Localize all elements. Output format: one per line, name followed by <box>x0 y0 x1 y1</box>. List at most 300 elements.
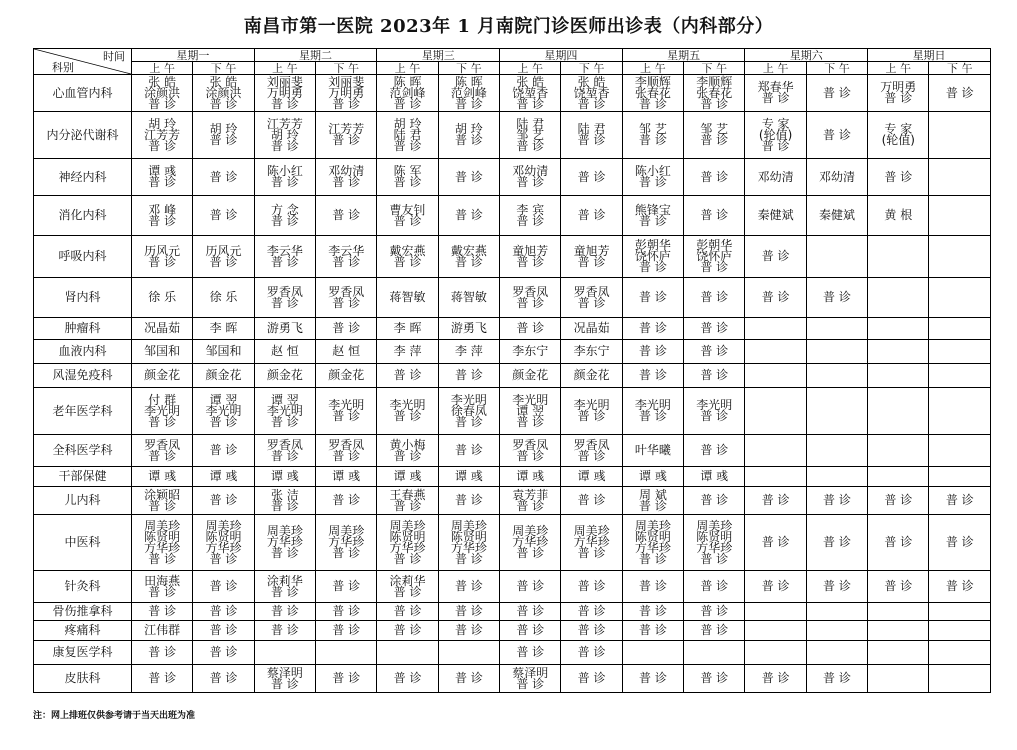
schedule-cell: 李云华 普 诊 <box>254 236 315 278</box>
schedule-cell: 普 诊 <box>438 665 499 693</box>
schedule-cell <box>929 278 991 318</box>
table-row <box>34 159 991 196</box>
schedule-cell: 张 皓 饶堃香 普 诊 <box>500 75 561 112</box>
schedule-cell: 普 诊 <box>745 665 806 693</box>
schedule-cell <box>806 641 867 665</box>
schedule-cell: 周美珍 方华珍 普 诊 <box>254 515 315 571</box>
schedule-cell <box>745 621 806 641</box>
schedule-cell: 邓幼清 <box>745 159 806 196</box>
schedule-cell: 周美珍 方华珍 普 诊 <box>500 515 561 571</box>
schedule-cell: 普 诊 <box>684 278 745 318</box>
schedule-cell: 张 皓 涂颜洪 普 诊 <box>132 75 193 112</box>
schedule-cell <box>868 641 929 665</box>
department-name: 康复医学科 <box>34 641 132 665</box>
schedule-cell: 普 诊 <box>684 603 745 621</box>
schedule-cell: 普 诊 <box>438 159 499 196</box>
schedule-cell: 童旭芳 普 诊 <box>561 236 622 278</box>
schedule-cell: 谭 彧 <box>132 467 193 487</box>
schedule-cell: 普 诊 <box>316 603 377 621</box>
schedule-cell: 李顺辉 张春花 普 诊 <box>622 75 683 112</box>
schedule-cell <box>868 665 929 693</box>
schedule-cell: 普 诊 <box>193 487 254 515</box>
schedule-cell: 普 诊 <box>193 641 254 665</box>
schedule-cell <box>929 665 991 693</box>
schedule-cell: 普 诊 <box>132 641 193 665</box>
department-name: 肾内科 <box>34 278 132 318</box>
schedule-cell: 江芳芳 普 诊 <box>316 112 377 159</box>
schedule-cell: 罗香凤 普 诊 <box>500 435 561 467</box>
schedule-cell <box>929 196 991 236</box>
half-day-header: 上 午 <box>622 62 683 75</box>
schedule-cell: 普 诊 <box>622 621 683 641</box>
schedule-cell <box>806 318 867 340</box>
schedule-cell: 普 诊 <box>561 603 622 621</box>
schedule-cell <box>745 388 806 435</box>
schedule-cell <box>868 340 929 364</box>
department-name: 心血管内科 <box>34 75 132 112</box>
schedule-cell: 普 诊 <box>193 159 254 196</box>
table-row <box>34 467 991 487</box>
schedule-cell: 李光明 普 诊 <box>377 388 438 435</box>
half-day-header: 下 午 <box>806 62 867 75</box>
schedule-cell <box>929 603 991 621</box>
schedule-cell: 邓幼清 <box>806 159 867 196</box>
schedule-cell: 普 诊 <box>561 196 622 236</box>
schedule-cell: 普 诊 <box>561 621 622 641</box>
schedule-cell: 谭 彧 <box>684 467 745 487</box>
department-name: 全科医学科 <box>34 435 132 467</box>
schedule-cell: 普 诊 <box>806 515 867 571</box>
schedule-cell: 李 萍 <box>438 340 499 364</box>
schedule-cell: 普 诊 <box>806 112 867 159</box>
schedule-cell: 邓幼清 普 诊 <box>316 159 377 196</box>
schedule-cell <box>377 641 438 665</box>
schedule-cell: 邹 艺 普 诊 <box>684 112 745 159</box>
schedule-cell <box>745 603 806 621</box>
table-row <box>34 571 991 603</box>
schedule-cell: 涂颖昭 普 诊 <box>132 487 193 515</box>
schedule-cell <box>868 236 929 278</box>
schedule-cell: 蔡泽明 普 诊 <box>254 665 315 693</box>
schedule-cell: 普 诊 <box>316 665 377 693</box>
schedule-cell <box>868 364 929 388</box>
schedule-cell: 颜金花 <box>561 364 622 388</box>
table-row <box>34 603 991 621</box>
schedule-cell: 普 诊 <box>500 621 561 641</box>
schedule-cell: 谭 翌 李光明 普 诊 <box>193 388 254 435</box>
header-corner <box>34 49 132 75</box>
table-row <box>34 388 991 435</box>
schedule-cell: 普 诊 <box>806 278 867 318</box>
schedule-cell: 专 家 (轮值) <box>868 112 929 159</box>
schedule-cell: 颜金花 <box>316 364 377 388</box>
schedule-cell <box>868 435 929 467</box>
day-header: 星期一 <box>132 49 255 62</box>
schedule-cell: 普 诊 <box>316 621 377 641</box>
schedule-cell: 谭 彧 <box>254 467 315 487</box>
schedule-cell: 江伟群 <box>132 621 193 641</box>
schedule-cell: 普 诊 <box>438 621 499 641</box>
schedule-cell: 李云华 普 诊 <box>316 236 377 278</box>
schedule-cell: 普 诊 <box>622 364 683 388</box>
schedule-cell: 邹国和 <box>193 340 254 364</box>
schedule-cell: 普 诊 <box>132 603 193 621</box>
schedule-cell: 张 皓 饶堃香 普 诊 <box>561 75 622 112</box>
schedule-cell: 游勇飞 <box>438 318 499 340</box>
schedule-cell: 普 诊 <box>377 665 438 693</box>
schedule-cell: 叶华曦 <box>622 435 683 467</box>
department-name: 老年医学科 <box>34 388 132 435</box>
schedule-cell: 普 诊 <box>132 665 193 693</box>
schedule-cell: 普 诊 <box>622 665 683 693</box>
schedule-cell <box>806 603 867 621</box>
schedule-cell: 胡 玲 普 诊 <box>438 112 499 159</box>
schedule-cell <box>868 603 929 621</box>
schedule-cell: 付 群 李光明 普 诊 <box>132 388 193 435</box>
schedule-cell: 彭朝华 饶怀庐 普 诊 <box>684 236 745 278</box>
schedule-cell <box>745 467 806 487</box>
half-day-header: 下 午 <box>316 62 377 75</box>
schedule-cell: 普 诊 <box>438 571 499 603</box>
department-name: 风湿免疫科 <box>34 364 132 388</box>
schedule-cell: 普 诊 <box>929 75 991 112</box>
schedule-cell: 普 诊 <box>500 318 561 340</box>
schedule-cell <box>806 467 867 487</box>
schedule-cell: 李光明 徐春凤 普 诊 <box>438 388 499 435</box>
schedule-cell <box>929 318 991 340</box>
schedule-cell: 戴宏燕 普 诊 <box>438 236 499 278</box>
table-row <box>34 487 991 515</box>
schedule-cell: 彭朝华 饶怀庐 普 诊 <box>622 236 683 278</box>
schedule-cell: 张 洁 普 诊 <box>254 487 315 515</box>
schedule-cell <box>254 641 315 665</box>
half-day-header: 上 午 <box>254 62 315 75</box>
schedule-cell: 罗香凤 普 诊 <box>500 278 561 318</box>
schedule-cell: 谭 彧 <box>316 467 377 487</box>
schedule-cell <box>438 641 499 665</box>
schedule-cell: 普 诊 <box>561 641 622 665</box>
schedule-cell: 李 晖 <box>377 318 438 340</box>
schedule-cell: 江芳芳 胡 玲 普 诊 <box>254 112 315 159</box>
schedule-cell: 普 诊 <box>745 515 806 571</box>
schedule-cell: 普 诊 <box>316 571 377 603</box>
schedule-body <box>34 75 991 693</box>
schedule-cell: 普 诊 <box>868 515 929 571</box>
schedule-cell: 普 诊 <box>500 603 561 621</box>
schedule-cell: 陈 军 普 诊 <box>377 159 438 196</box>
schedule-cell <box>806 621 867 641</box>
schedule-cell <box>868 467 929 487</box>
schedule-cell: 普 诊 <box>438 487 499 515</box>
schedule-cell: 刘丽斐 万明勇 普 诊 <box>254 75 315 112</box>
schedule-cell: 普 诊 <box>438 196 499 236</box>
schedule-cell <box>929 364 991 388</box>
schedule-cell: 普 诊 <box>377 603 438 621</box>
schedule-cell: 谭 彧 <box>438 467 499 487</box>
schedule-cell: 普 诊 <box>316 487 377 515</box>
schedule-cell: 普 诊 <box>929 487 991 515</box>
schedule-cell: 李光明 普 诊 <box>622 388 683 435</box>
schedule-cell: 李 萍 <box>377 340 438 364</box>
schedule-cell: 普 诊 <box>745 236 806 278</box>
schedule-cell: 颜金花 <box>132 364 193 388</box>
schedule-cell: 袁芳菲 普 诊 <box>500 487 561 515</box>
schedule-cell: 普 诊 <box>806 75 867 112</box>
table-row <box>34 665 991 693</box>
schedule-cell: 陈 晖 范剑峰 普 诊 <box>438 75 499 112</box>
schedule-cell: 罗香凤 普 诊 <box>561 435 622 467</box>
schedule-cell: 普 诊 <box>500 571 561 603</box>
schedule-cell: 涂莉华 普 诊 <box>254 571 315 603</box>
department-name: 针灸科 <box>34 571 132 603</box>
half-day-header: 下 午 <box>561 62 622 75</box>
schedule-cell: 熊锋宝 普 诊 <box>622 196 683 236</box>
department-name: 骨伤推拿科 <box>34 603 132 621</box>
schedule-cell: 普 诊 <box>622 340 683 364</box>
footnote: 注：网上排班仅供参考请于当天出班为准 <box>33 711 196 721</box>
schedule-cell: 赵 恒 <box>254 340 315 364</box>
schedule-cell: 普 诊 <box>622 318 683 340</box>
day-header: 星期六 <box>745 49 868 62</box>
schedule-cell: 曹友钊 普 诊 <box>377 196 438 236</box>
schedule-cell: 张 皓 涂颜洪 普 诊 <box>193 75 254 112</box>
department-name: 儿内科 <box>34 487 132 515</box>
schedule-cell <box>868 621 929 641</box>
schedule-cell: 黄 根 <box>868 196 929 236</box>
schedule-cell: 况晶茹 <box>561 318 622 340</box>
schedule-cell: 普 诊 <box>684 318 745 340</box>
schedule-cell: 普 诊 <box>745 487 806 515</box>
schedule-cell: 田海燕 普 诊 <box>132 571 193 603</box>
schedule-cell: 胡 玲 江芳芳 普 诊 <box>132 112 193 159</box>
corner-time-label: 时间 <box>103 50 125 63</box>
schedule-cell <box>806 340 867 364</box>
schedule-cell: 周美珍 陈贤明 方华珍 普 诊 <box>684 515 745 571</box>
schedule-cell: 万明勇 普 诊 <box>868 75 929 112</box>
schedule-cell: 邹国和 <box>132 340 193 364</box>
schedule-cell: 普 诊 <box>929 571 991 603</box>
schedule-cell <box>929 112 991 159</box>
schedule-cell: 陈小红 普 诊 <box>254 159 315 196</box>
schedule-cell: 历风元 普 诊 <box>193 236 254 278</box>
schedule-cell: 罗香凤 普 诊 <box>316 278 377 318</box>
schedule-cell: 谭 彧 <box>377 467 438 487</box>
schedule-cell: 李光明 普 诊 <box>684 388 745 435</box>
department-name: 神经内科 <box>34 159 132 196</box>
schedule-cell: 普 诊 <box>684 487 745 515</box>
schedule-cell: 赵 恒 <box>316 340 377 364</box>
schedule-cell: 周美珍 陈贤明 方华珍 普 诊 <box>438 515 499 571</box>
schedule-cell <box>316 641 377 665</box>
schedule-cell <box>929 388 991 435</box>
schedule-cell: 普 诊 <box>684 571 745 603</box>
schedule-cell: 普 诊 <box>561 665 622 693</box>
schedule-cell: 李东宁 <box>561 340 622 364</box>
schedule-cell: 普 诊 <box>684 364 745 388</box>
table-row <box>34 435 991 467</box>
schedule-cell: 普 诊 <box>684 665 745 693</box>
half-day-header: 下 午 <box>438 62 499 75</box>
table-row <box>34 112 991 159</box>
schedule-cell: 陈小红 普 诊 <box>622 159 683 196</box>
schedule-cell: 胡 玲 陆 君 普 诊 <box>377 112 438 159</box>
schedule-cell: 戴宏燕 普 诊 <box>377 236 438 278</box>
schedule-cell <box>929 236 991 278</box>
schedule-cell <box>929 621 991 641</box>
schedule-cell: 谭 彧 普 诊 <box>132 159 193 196</box>
schedule-cell <box>806 364 867 388</box>
day-header: 星期三 <box>377 49 500 62</box>
half-day-header: 上 午 <box>745 62 806 75</box>
schedule-cell: 秦健斌 <box>745 196 806 236</box>
schedule-cell: 普 诊 <box>316 196 377 236</box>
department-name: 干部保健 <box>34 467 132 487</box>
table-row <box>34 621 991 641</box>
schedule-cell: 童旭芳 普 诊 <box>500 236 561 278</box>
schedule-cell: 普 诊 <box>316 318 377 340</box>
schedule-cell: 谭 彧 <box>622 467 683 487</box>
schedule-cell: 徐 乐 <box>193 278 254 318</box>
table-row <box>34 318 991 340</box>
schedule-cell: 周 斌 普 诊 <box>622 487 683 515</box>
half-day-header: 下 午 <box>193 62 254 75</box>
schedule-cell: 谭 彧 <box>193 467 254 487</box>
schedule-cell <box>806 435 867 467</box>
half-day-header: 上 午 <box>868 62 929 75</box>
schedule-cell: 普 诊 <box>500 641 561 665</box>
department-name: 肿瘤科 <box>34 318 132 340</box>
schedule-cell: 周美珍 陈贤明 方华珍 普 诊 <box>377 515 438 571</box>
schedule-cell: 专 家 (轮值) 普 诊 <box>745 112 806 159</box>
schedule-cell: 颜金花 <box>500 364 561 388</box>
schedule-cell: 郑春华 普 诊 <box>745 75 806 112</box>
schedule-cell: 蔡泽明 普 诊 <box>500 665 561 693</box>
schedule-cell: 徐 乐 <box>132 278 193 318</box>
schedule-cell: 普 诊 <box>561 571 622 603</box>
schedule-cell: 普 诊 <box>868 159 929 196</box>
schedule-cell: 罗香凤 普 诊 <box>316 435 377 467</box>
schedule-cell: 普 诊 <box>684 621 745 641</box>
page-title: 南昌市第一医院 2023年 1 月南院门诊医师出诊表（内科部分） <box>243 16 774 37</box>
department-name: 呼吸内科 <box>34 236 132 278</box>
schedule-cell: 普 诊 <box>684 435 745 467</box>
department-name: 皮肤科 <box>34 665 132 693</box>
schedule-cell <box>684 641 745 665</box>
schedule-cell: 普 诊 <box>561 159 622 196</box>
schedule-cell: 李光明 普 诊 <box>316 388 377 435</box>
schedule-cell: 刘丽斐 万明勇 普 诊 <box>316 75 377 112</box>
schedule-cell: 普 诊 <box>622 603 683 621</box>
schedule-cell <box>868 278 929 318</box>
day-header: 星期日 <box>868 49 991 62</box>
schedule-cell <box>806 236 867 278</box>
schedule-cell: 周美珍 方华珍 普 诊 <box>316 515 377 571</box>
schedule-cell <box>868 388 929 435</box>
table-row <box>34 75 991 112</box>
schedule-cell <box>745 364 806 388</box>
schedule-cell: 陆 君 普 诊 <box>561 112 622 159</box>
half-day-header: 上 午 <box>377 62 438 75</box>
schedule-cell: 邓 峰 普 诊 <box>132 196 193 236</box>
schedule-cell: 罗香凤 普 诊 <box>561 278 622 318</box>
schedule-cell: 方 念 普 诊 <box>254 196 315 236</box>
department-name: 中医科 <box>34 515 132 571</box>
schedule-cell <box>745 340 806 364</box>
schedule-cell <box>929 159 991 196</box>
table-row <box>34 278 991 318</box>
schedule-cell: 王春燕 普 诊 <box>377 487 438 515</box>
schedule-cell: 普 诊 <box>193 435 254 467</box>
schedule-cell: 况晶茹 <box>132 318 193 340</box>
day-header: 星期五 <box>622 49 745 62</box>
schedule-cell: 谭 彧 <box>561 467 622 487</box>
schedule-cell: 颜金花 <box>254 364 315 388</box>
schedule-cell: 普 诊 <box>254 603 315 621</box>
schedule-cell <box>929 340 991 364</box>
department-name: 消化内科 <box>34 196 132 236</box>
schedule-cell: 普 诊 <box>868 487 929 515</box>
corner-dept-label: 科别 <box>52 61 74 74</box>
department-name: 血液内科 <box>34 340 132 364</box>
schedule-table <box>33 48 991 693</box>
table-row <box>34 641 991 665</box>
schedule-cell: 历风元 普 诊 <box>132 236 193 278</box>
schedule-cell <box>929 435 991 467</box>
schedule-cell: 普 诊 <box>377 364 438 388</box>
schedule-cell: 普 诊 <box>193 621 254 641</box>
schedule-cell: 普 诊 <box>193 196 254 236</box>
schedule-cell: 李顺辉 张春花 普 诊 <box>684 75 745 112</box>
schedule-cell: 游勇飞 <box>254 318 315 340</box>
schedule-cell: 李 宾 普 诊 <box>500 196 561 236</box>
schedule-cell <box>745 318 806 340</box>
schedule-cell <box>929 467 991 487</box>
schedule-cell: 蒋智敏 <box>438 278 499 318</box>
schedule-cell: 普 诊 <box>193 571 254 603</box>
schedule-cell: 普 诊 <box>806 487 867 515</box>
schedule-cell: 周美珍 陈贤明 方华珍 普 诊 <box>193 515 254 571</box>
half-day-header: 上 午 <box>500 62 561 75</box>
schedule-cell: 李 晖 <box>193 318 254 340</box>
schedule-cell: 周美珍 陈贤明 方华珍 普 诊 <box>622 515 683 571</box>
schedule-cell: 蒋智敏 <box>377 278 438 318</box>
schedule-cell <box>622 641 683 665</box>
schedule-cell: 罗香凤 普 诊 <box>132 435 193 467</box>
schedule-cell: 邓幼清 普 诊 <box>500 159 561 196</box>
schedule-cell: 涂莉华 普 诊 <box>377 571 438 603</box>
schedule-cell: 普 诊 <box>561 487 622 515</box>
schedule-cell: 李光明 谭 翌 普 诊 <box>500 388 561 435</box>
schedule-cell: 李光明 普 诊 <box>561 388 622 435</box>
schedule-cell: 普 诊 <box>438 435 499 467</box>
schedule-cell: 普 诊 <box>745 278 806 318</box>
department-name: 疼痛科 <box>34 621 132 641</box>
schedule-cell <box>868 318 929 340</box>
schedule-cell: 颜金花 <box>193 364 254 388</box>
schedule-cell: 普 诊 <box>622 278 683 318</box>
schedule-cell: 普 诊 <box>868 571 929 603</box>
schedule-cell: 黄小梅 普 诊 <box>377 435 438 467</box>
schedule-cell: 普 诊 <box>745 571 806 603</box>
schedule-cell: 陆 君 邹 艺 普 诊 <box>500 112 561 159</box>
table-row <box>34 196 991 236</box>
schedule-cell: 邹 艺 普 诊 <box>622 112 683 159</box>
schedule-cell: 普 诊 <box>684 196 745 236</box>
schedule-cell: 普 诊 <box>806 665 867 693</box>
schedule-cell <box>745 435 806 467</box>
schedule-cell: 普 诊 <box>622 571 683 603</box>
schedule-cell: 陈 晖 范剑峰 普 诊 <box>377 75 438 112</box>
